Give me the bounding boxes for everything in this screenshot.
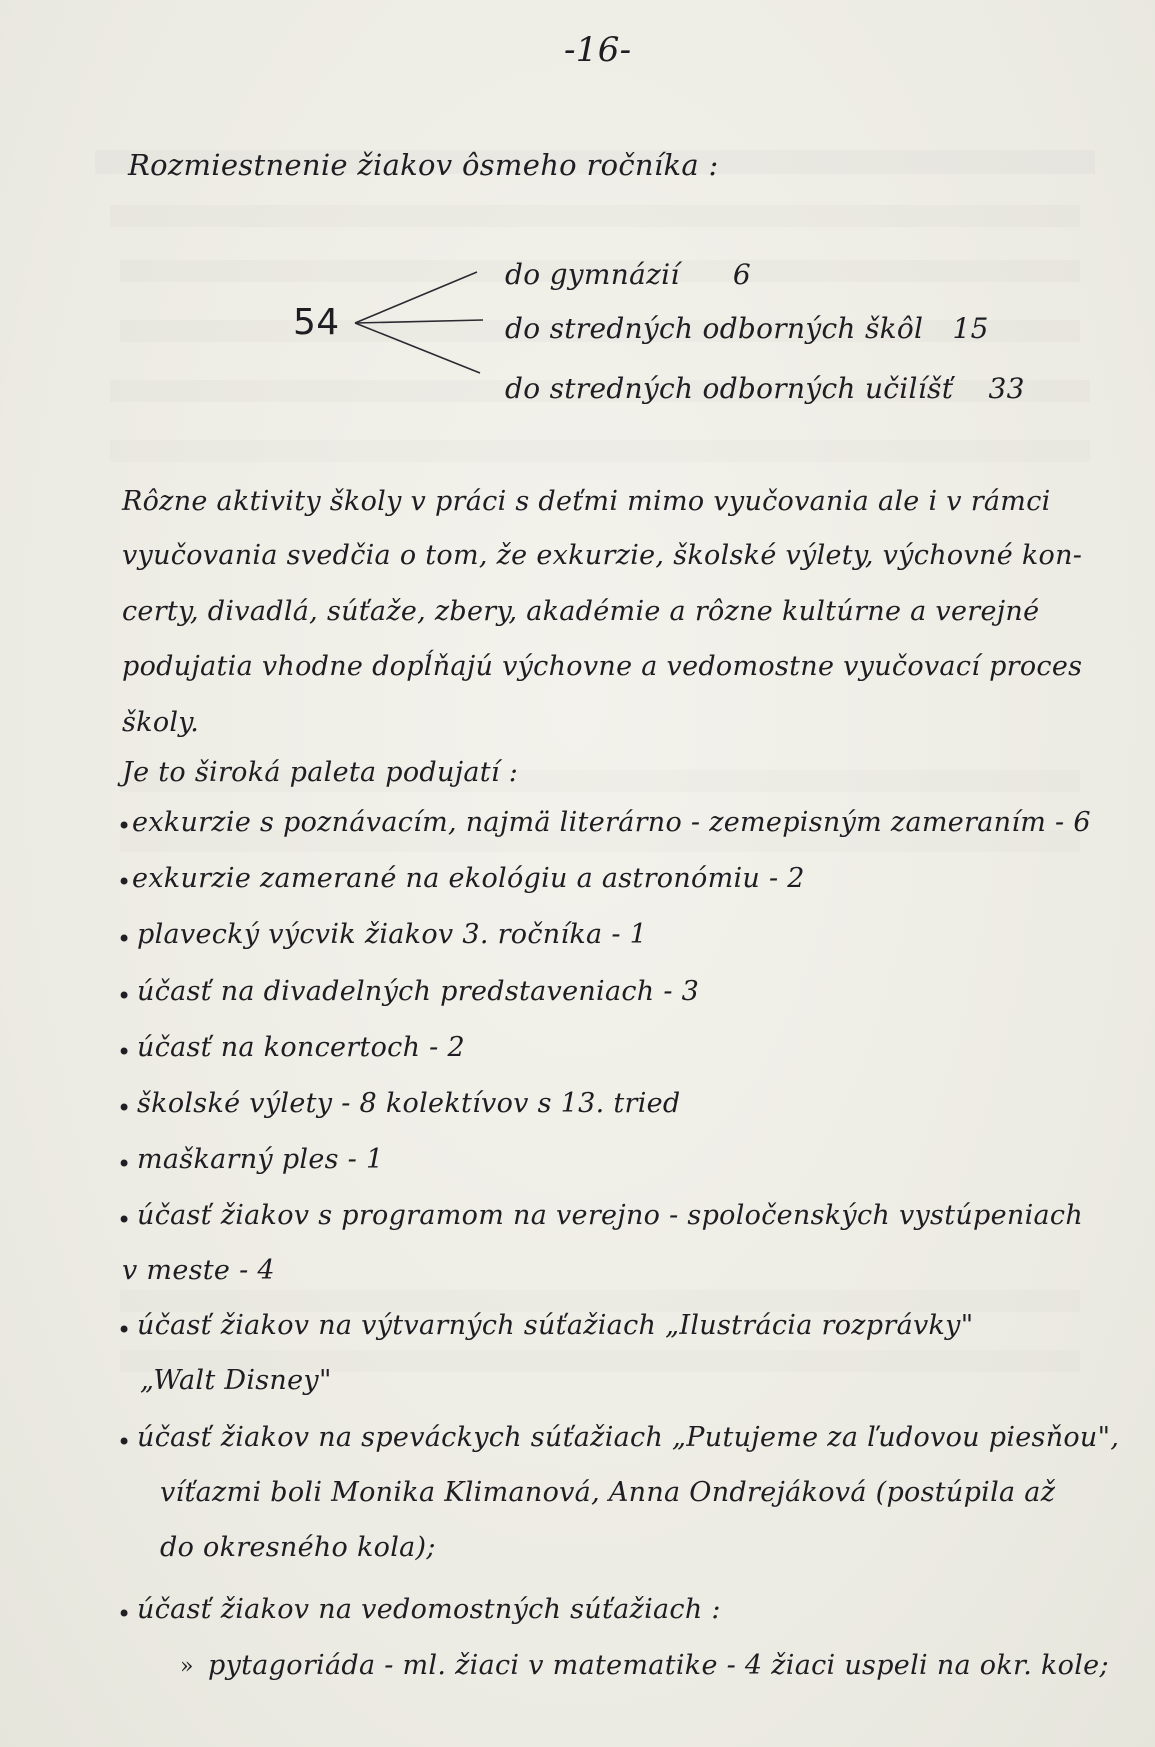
list-item-text: účasť žiakov na vedomostných súťažiach : (137, 1594, 721, 1625)
distribution-count: 33 (988, 372, 1025, 405)
list-item-text: maškarný ples - 1 (137, 1144, 384, 1175)
list-item-text: víťazmi boli Monika Klimanová, Anna Ondrejáková (postúpila až (160, 1477, 1056, 1508)
bullet: • (117, 868, 132, 896)
list-item-text: „Walt Disney" (140, 1365, 332, 1396)
list-item-text: účasť žiakov na výtvarných súťažiach „Ilustrácia rozprávky" (137, 1310, 974, 1341)
distribution-count: 6 (732, 258, 751, 291)
list-item-text: účasť na divadelných predstaveniach - 3 (137, 976, 700, 1007)
list-intro: Je to široká paleta podujatí : (122, 757, 519, 788)
paragraph-line: školy. (122, 707, 200, 738)
list-item-text: účasť žiakov s programom na verejno - spoločenských vystúpeniach (137, 1200, 1084, 1231)
bullet: • (117, 1094, 132, 1122)
bullet: • (117, 982, 132, 1010)
distribution-count: 15 (952, 312, 989, 345)
bullet: » (180, 1654, 194, 1679)
bullet: • (117, 1600, 132, 1628)
paragraph-line: podujatia vhodne dopĺňajú výchovne a vedomostne vyučovací proces (122, 651, 1083, 682)
distribution-item (505, 258, 751, 291)
bullet: • (117, 1150, 132, 1178)
heading: Rozmiestnenie žiakov ôsmeho ročníka : (128, 148, 719, 182)
list-item-text: exkurzie s poznávacím, najmä literárno - zemepisným zameraním - 6 (132, 807, 1091, 838)
list-item-text: plavecký výcvik žiakov 3. ročníka - 1 (137, 919, 648, 950)
total-pupils: 54 (293, 302, 340, 343)
distribution-label: do gymnázií (505, 258, 680, 291)
list-item-text: pytagoriáda - ml. žiaci v matematike - 4 žiaci uspeli na okr. kole; (208, 1650, 1109, 1681)
page-number: -16- (564, 30, 632, 70)
bullet: • (117, 925, 132, 953)
bullet: • (117, 1206, 132, 1234)
bullet: • (117, 1038, 132, 1066)
paragraph-line: vyučovania svedčia o tom, že exkurzie, školské výlety, výchovné kon- (122, 540, 1083, 571)
list-item-text: školské výlety - 8 kolektívov s 13. tried (137, 1088, 681, 1119)
list-item-text: exkurzie zamerané na ekológiu a astronómiu - 2 (132, 863, 805, 894)
distribution-item (505, 312, 989, 345)
branch-lines (345, 260, 485, 380)
paragraph-line: Rôzne aktivity školy v práci s deťmi mimo vyučovania ale i v rámci (122, 486, 1051, 517)
bullet: • (117, 1316, 132, 1344)
list-item-text: v meste - 4 (122, 1255, 275, 1286)
list-item-text: do okresného kola); (160, 1532, 436, 1563)
list-item-text: účasť na koncertoch - 2 (137, 1032, 465, 1063)
distribution-label: do stredných odborných škôl (505, 312, 924, 345)
bullet: • (117, 1428, 132, 1456)
list-item-text: účasť žiakov na speváckych súťažiach „Putujeme za ľudovou piesňou", (137, 1422, 1120, 1453)
distribution-item (505, 372, 1025, 405)
paragraph-line: certy, divadlá, súťaže, zbery, akadémie a rôzne kultúrne a verejné (122, 596, 1040, 627)
distribution-label: do stredných odborných učilíšť (505, 372, 954, 405)
bullet: • (117, 812, 132, 840)
